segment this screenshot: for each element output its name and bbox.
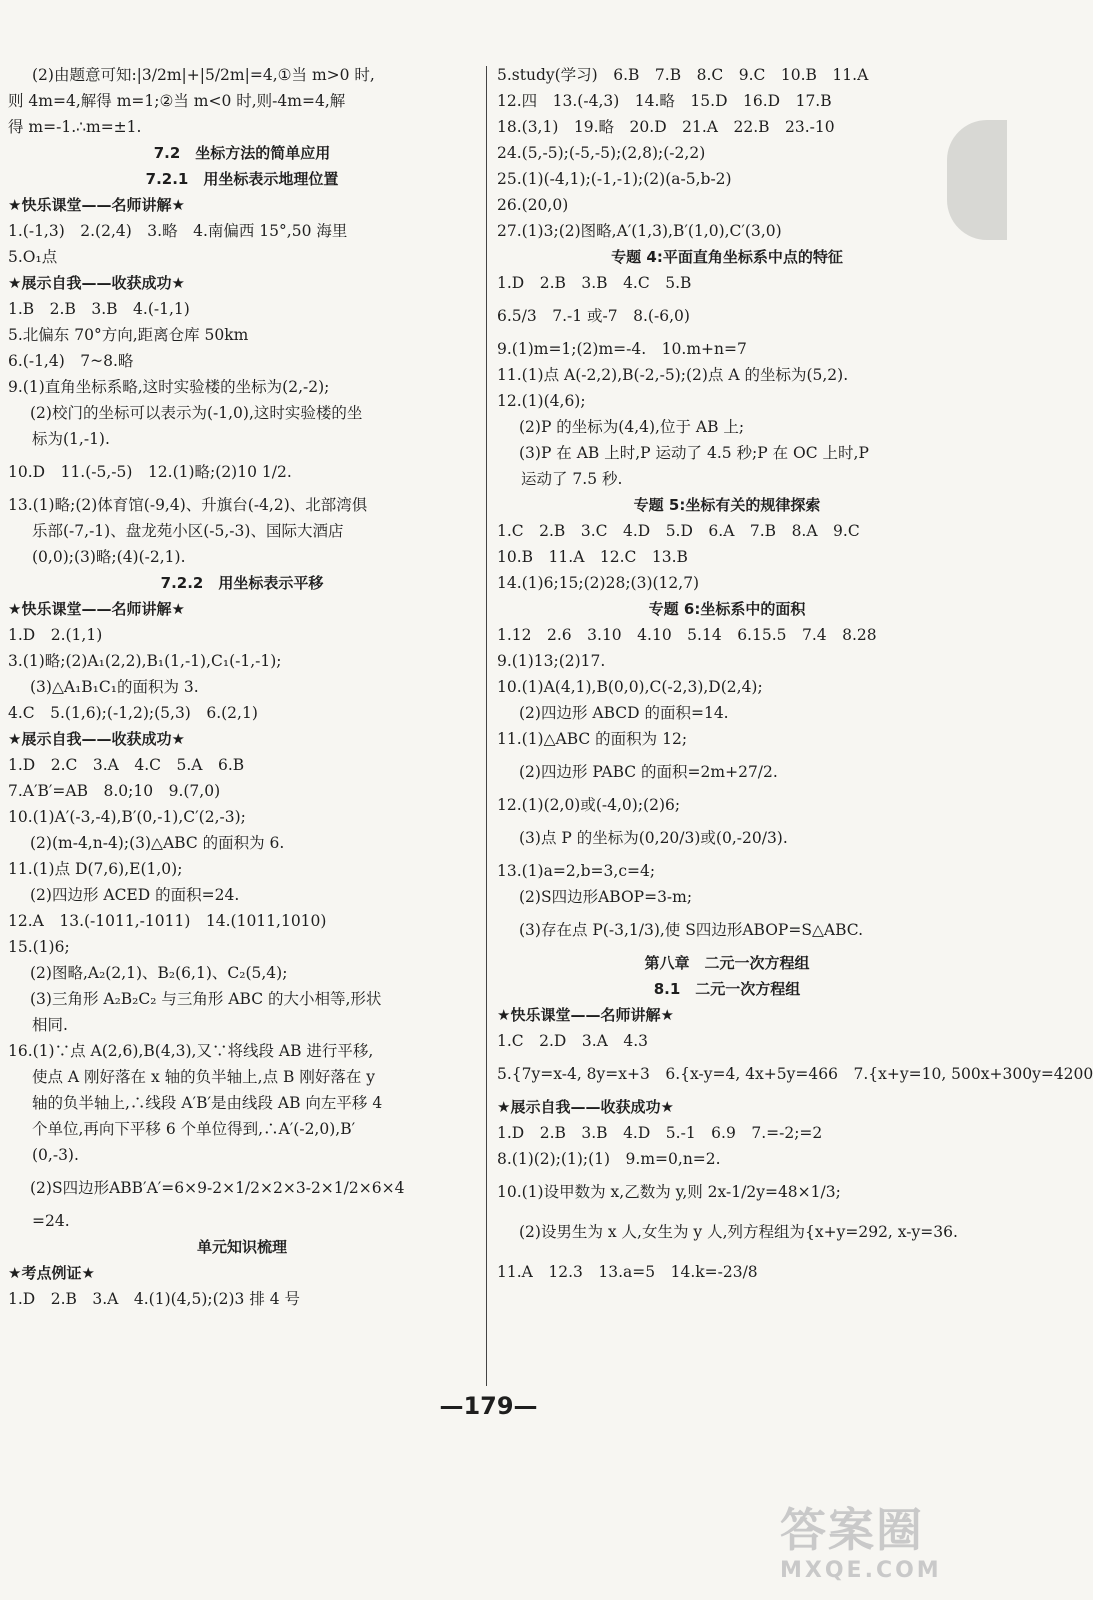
column-divider [486, 66, 487, 1386]
left-line: 7.2.2 用坐标表示平移 [160, 574, 324, 592]
right-line: 专题 4:平面直角坐标系中点的特征 [611, 248, 843, 266]
left-line: 1.(-1,3) 2.(2,4) 3.略 4.南偏西 15°,50 海里 [8, 222, 348, 240]
right-line: (2)P 的坐标为(4,4),位于 AB 上; [519, 418, 745, 436]
left-line: 个单位,再向下平移 6 个单位得到,∴A′(-2,0),B′ [32, 1120, 356, 1138]
right-line: 8.(1)(2);(1);(1) 9.m=0,n=2. [497, 1150, 721, 1168]
left-line: =24. [32, 1212, 70, 1230]
right-line: ★快乐课堂——名师讲解★ [497, 1006, 674, 1024]
left-line: ★考点例证★ [8, 1264, 95, 1282]
left-line: ★展示自我——收获成功★ [8, 730, 185, 748]
left-line: 16.(1)∵点 A(2,6),B(4,3),又∵将线段 AB 进行平移, [8, 1042, 374, 1060]
right-line: 9.(1)13;(2)17. [497, 652, 606, 670]
left-line: 9.(1)直角坐标系略,这时实验楼的坐标为(2,-2); [8, 378, 330, 396]
left-line: 1.D 2.B 3.A 4.(1)(4,5);(2)3 排 4 号 [8, 1290, 301, 1308]
left-line: 使点 A 刚好落在 x 轴的负半轴上,点 B 刚好落在 y [32, 1068, 375, 1086]
left-line: 1.D 2.(1,1) [8, 626, 103, 644]
right-line: 14.(1)6;15;(2)28;(3)(12,7) [497, 574, 700, 592]
right-line: 18.(3,1) 19.略 20.D 21.A 22.B 23.-10 [497, 118, 835, 136]
left-line: (2)校门的坐标可以表示为(-1,0),这时实验楼的坐 [30, 404, 363, 422]
right-line: 12.(1)(4,6); [497, 392, 586, 410]
right-line: 12.四 13.(-4,3) 14.略 15.D 16.D 17.B [497, 92, 832, 110]
left-line: (0,-3). [32, 1146, 79, 1164]
right-line: 10.B 11.A 12.C 13.B [497, 548, 688, 566]
left-line: 标为(1,-1). [32, 430, 110, 448]
left-line: (2)S四边形ABB′A′=6×9-2×1/2×2×3-2×1/2×6×4 [30, 1179, 405, 1197]
left-line: 6.(-1,4) 7~8.略 [8, 352, 134, 370]
right-line: 运动了 7.5 秒. [521, 470, 623, 488]
right-line: 25.(1)(-4,1);(-1,-1);(2)(a-5,b-2) [497, 170, 732, 188]
left-line: 5.O₁点 [8, 248, 58, 266]
left-line: 7.2 坐标方法的简单应用 [153, 144, 331, 162]
right-line: (2)S四边形ABOP=3-m; [519, 888, 693, 906]
watermark-line2: MXQE.COM [780, 1558, 942, 1583]
right-line: 10.(1)A(4,1),B(0,0),C(-2,3),D(2,4); [497, 678, 763, 696]
left-line: 11.(1)点 D(7,6),E(1,0); [8, 860, 183, 878]
right-line: (3)P 在 AB 上时,P 运动了 4.5 秒;P 在 OC 上时,P [519, 444, 869, 462]
right-line: ★展示自我——收获成功★ [497, 1098, 674, 1116]
right-line: 专题 5:坐标有关的规律探索 [633, 496, 821, 514]
right-line: 5.{7y=x-4, 8y=x+3 6.{x-y=4, 4x+5y=466 7.{x+y=10, 500x+300y=4200 [497, 1065, 1093, 1083]
left-line: ★展示自我——收获成功★ [8, 274, 185, 292]
left-line: 1.D 2.C 3.A 4.C 5.A 6.B [8, 756, 245, 774]
left-line: (2)图略,A₂(2,1)、B₂(6,1)、C₂(5,4); [30, 964, 288, 982]
right-line: 11.(1)点 A(-2,2),B(-2,-5);(2)点 A 的坐标为(5,2). [497, 366, 849, 384]
right-line: (2)四边形 ABCD 的面积=14. [519, 704, 729, 722]
left-line: 10.D 11.(-5,-5) 12.(1)略;(2)10 1/2. [8, 463, 292, 481]
right-line: 26.(20,0) [497, 196, 569, 214]
left-line: 15.(1)6; [8, 938, 70, 956]
left-line: 得 m=-1.∴m=±1. [8, 118, 142, 136]
left-column [8, 62, 476, 1312]
left-line: ★快乐课堂——名师讲解★ [8, 600, 185, 618]
left-line: 乐部(-7,-1)、盘龙苑小区(-5,-3)、国际大酒店 [32, 522, 344, 540]
right-line: (3)点 P 的坐标为(0,20/3)或(0,-20/3). [519, 829, 788, 847]
left-line: (2)四边形 ACED 的面积=24. [30, 886, 240, 904]
right-line: 1.12 2.6 3.10 4.10 5.14 6.15.5 7.4 8.28 [497, 626, 877, 644]
left-line: (2)(m-4,n-4);(3)△ABC 的面积为 6. [30, 834, 285, 852]
right-line: 1.C 2.D 3.A 4.3 [497, 1032, 648, 1050]
left-line: (3)△A₁B₁C₁的面积为 3. [30, 678, 199, 696]
left-line: 13.(1)略;(2)体育馆(-9,4)、升旗台(-4,2)、北部湾俱 [8, 496, 368, 514]
left-line: 12.A 13.(-1011,-1011) 14.(1011,1010) [8, 912, 327, 930]
left-line: (2)由题意可知:|3/2m|+|5/2m|=4,①当 m>0 时, [32, 66, 375, 84]
left-line: 7.2.1 用坐标表示地理位置 [145, 170, 339, 188]
right-line: 第八章 二元一次方程组 [644, 954, 810, 972]
left-line: 1.B 2.B 3.B 4.(-1,1) [8, 300, 190, 318]
right-line: 1.D 2.B 3.B 4.C 5.B [497, 274, 692, 292]
right-line: 5.study(学习) 6.B 7.B 8.C 9.C 10.B 11.A [497, 66, 869, 84]
right-line: 1.C 2.B 3.C 4.D 5.D 6.A 7.B 8.A 9.C [497, 522, 860, 540]
right-column [497, 62, 1093, 1292]
right-line: 12.(1)(2,0)或(-4,0);(2)6; [497, 796, 681, 814]
page-number: —179— [439, 1392, 538, 1420]
right-line: 专题 6:坐标系中的面积 [648, 600, 806, 618]
left-line: (0,0);(3)略;(4)(-2,1). [32, 548, 186, 566]
watermark-line1: 答案圈 [780, 1503, 924, 1557]
left-line: 则 4m=4,解得 m=1;②当 m<0 时,则-4m=4,解 [8, 92, 346, 110]
left-line: 4.C 5.(1,6);(-1,2);(5,3) 6.(2,1) [8, 704, 258, 722]
left-line: 7.A′B′=AB 8.0;10 9.(7,0) [8, 782, 221, 800]
right-line: (2)设男生为 x 人,女生为 y 人,列方程组为{x+y=292, x-y=36. [519, 1223, 958, 1241]
right-line: 27.(1)3;(2)图略,A′(1,3),B′(1,0),C′(3,0) [497, 222, 782, 240]
left-line: 轴的负半轴上,∴线段 A′B′是由线段 AB 向左平移 4 [32, 1094, 383, 1112]
right-line: 10.(1)设甲数为 x,乙数为 y,则 2x-1/2y=48×1/3; [497, 1183, 841, 1201]
right-line: 6.5/3 7.-1 或-7 8.(-6,0) [497, 307, 690, 325]
right-line: 11.A 12.3 13.a=5 14.k=-23/8 [497, 1263, 758, 1281]
right-line: 24.(5,-5);(-5,-5);(2,8);(-2,2) [497, 144, 706, 162]
left-line: 3.(1)略;(2)A₁(2,2),B₁(1,-1),C₁(-1,-1); [8, 652, 282, 670]
right-line: 9.(1)m=1;(2)m=-4. 10.m+n=7 [497, 340, 747, 358]
left-line: 单元知识梳理 [196, 1238, 287, 1256]
right-line: 8.1 二元一次方程组 [653, 980, 801, 998]
left-line: 10.(1)A′(-3,-4),B′(0,-1),C′(2,-3); [8, 808, 246, 826]
right-line: 13.(1)a=2,b=3,c=4; [497, 862, 656, 880]
watermark-logo [780, 1502, 970, 1592]
right-line: 11.(1)△ABC 的面积为 12; [497, 730, 688, 748]
left-line: (3)三角形 A₂B₂C₂ 与三角形 ABC 的大小相等,形状 [30, 990, 382, 1008]
left-line: 5.北偏东 70°方向,距离仓库 50km [8, 326, 249, 344]
left-line: 相同. [32, 1016, 68, 1034]
right-line: 1.D 2.B 3.B 4.D 5.-1 6.9 7.=-2;=2 [497, 1124, 823, 1142]
right-line: (2)四边形 PABC 的面积=2m+27/2. [519, 763, 778, 781]
left-line: ★快乐课堂——名师讲解★ [8, 196, 185, 214]
right-line: (3)存在点 P(-3,1/3),使 S四边形ABOP=S△ABC. [519, 921, 863, 939]
